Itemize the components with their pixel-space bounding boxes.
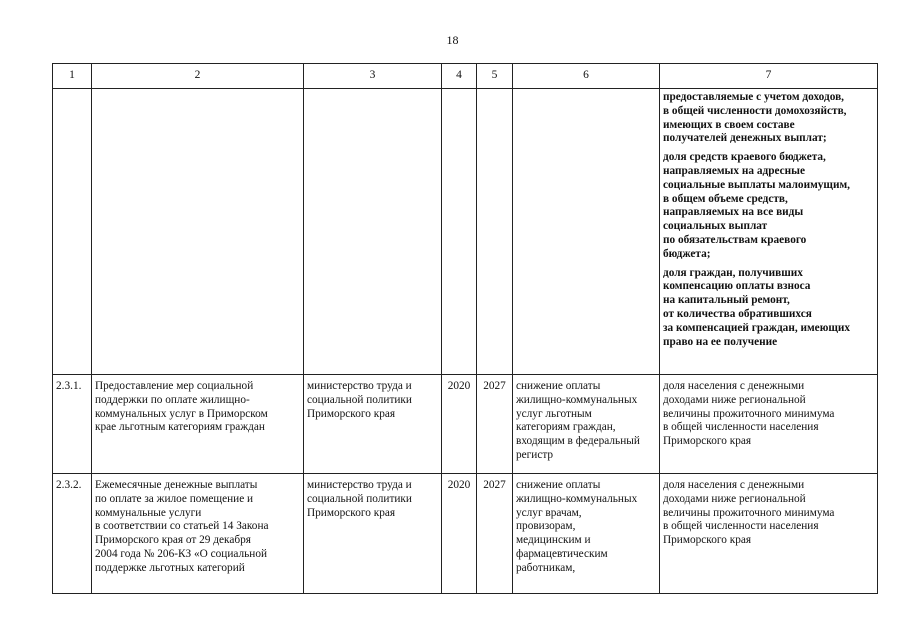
indicator-text: доля средств краевого бюджета, направляемых на адресные социальные выплаты малоимущим, в общем объеме средств, направляемых на все виды социальных выплат по обязательствам краевого бюджета; xyxy=(663,151,850,260)
header-row xyxy=(53,64,878,89)
indicator: доля населения с денежными доходами ниже региональной величины прожиточного минимума в общей численности населения Приморского края xyxy=(660,375,878,474)
activity-name: Ежемесячные денежные выплаты по оплате за жилое помещение и коммунальные услуги в соответствии со статьей 14 Закона Приморского края от 29 декабря 2004 года № 206-КЗ «О социальной поддержке льготных категорий xyxy=(92,474,304,594)
cell-empty xyxy=(513,89,660,375)
expected-result: снижение оплаты жилищно-коммунальных услуг льготным категориям граждан, входящим в федеральный регистр xyxy=(513,375,660,474)
table-row xyxy=(53,474,878,594)
cell-empty xyxy=(477,89,513,375)
row-number: 2.3.2. xyxy=(53,474,92,594)
header-cell-1: 1 xyxy=(53,64,92,89)
activity-name: Предоставление мер социальной поддержки по оплате жилищно- коммунальных услуг в Приморском крае льготным категориям граждан xyxy=(92,375,304,474)
indicator-text: доля граждан, получивших компенсацию оплаты взноса на капитальный ремонт, от количества обратившихся за компенсацией граждан, имеющих право на ее получение xyxy=(663,266,851,348)
cell-empty xyxy=(442,89,477,375)
start-year: 2020 xyxy=(442,474,477,594)
header-cell-7: 7 xyxy=(660,64,878,89)
start-year: 2020 xyxy=(442,375,477,474)
end-year: 2027 xyxy=(477,375,513,474)
header-cell-5: 5 xyxy=(477,64,513,89)
cell-empty xyxy=(53,89,92,375)
indicator: доля населения с денежными доходами ниже региональной величины прожиточного минимума в общей численности населения Приморского края xyxy=(660,474,878,594)
continuation-row xyxy=(53,89,878,375)
executor: министерство труда и социальной политики Приморского края xyxy=(304,375,442,474)
indicator-cell xyxy=(660,89,878,375)
indicator-text: предоставляемые с учетом доходов, в общей численности домохозяйств, имеющих в своем составе получателей денежных выплат; xyxy=(663,91,847,145)
row-number: 2.3.1. xyxy=(53,375,92,474)
cell-empty xyxy=(92,89,304,375)
header-cell-4: 4 xyxy=(442,64,477,89)
end-year: 2027 xyxy=(477,474,513,594)
header-cell-2: 2 xyxy=(92,64,304,89)
expected-result: снижение оплаты жилищно-коммунальных услуг врачам, провизорам, медицинским и фармацевтическим работникам, xyxy=(513,474,660,594)
header-cell-6: 6 xyxy=(513,64,660,89)
program-activities-table xyxy=(52,63,878,594)
page-number: 18 xyxy=(446,33,459,47)
header-cell-3: 3 xyxy=(304,64,442,89)
table-row xyxy=(53,375,878,474)
executor: министерство труда и социальной политики Приморского края xyxy=(304,474,442,594)
cell-empty xyxy=(304,89,442,375)
